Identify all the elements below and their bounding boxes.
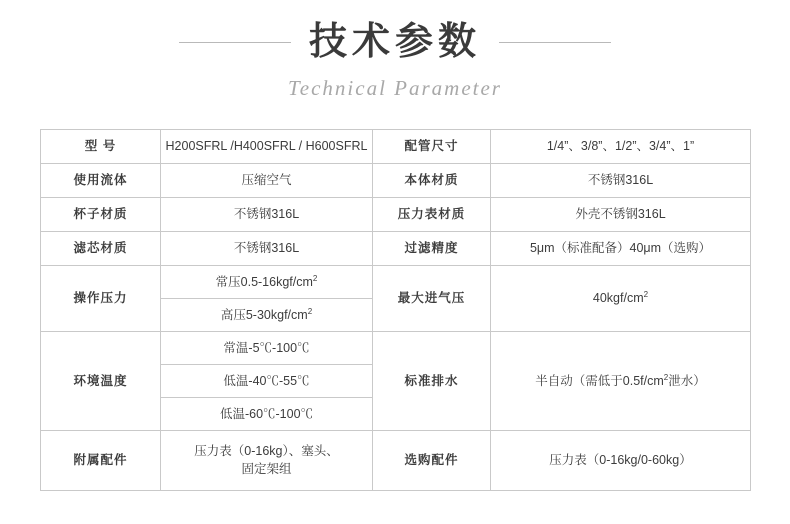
row-value-body-material: 不锈钢316L xyxy=(491,163,751,197)
row-value-temperature-low-60: 低温-60℃-100℃ xyxy=(161,397,373,430)
row-value-accessories xyxy=(161,430,373,490)
row-label-model: 型 号 xyxy=(41,129,161,163)
spec-table xyxy=(40,129,751,491)
standard-drain-text-post: 泄水） xyxy=(668,373,706,388)
page-subtitle: Technical Parameter xyxy=(288,75,502,100)
operating-pressure-high-text: 高压5-30kgf/cm xyxy=(220,307,308,322)
row-value-model: H200SFRL /H400SFRL / H600SFRL xyxy=(161,129,373,163)
spec-table-wrap xyxy=(40,129,750,491)
table-row xyxy=(41,129,751,163)
row-value-temperature-normal: 常温-5℃-100℃ xyxy=(161,331,373,364)
table-row xyxy=(41,265,751,298)
row-label-standard-drain: 标准排水 xyxy=(373,331,491,430)
row-value-max-inlet-pressure xyxy=(491,265,751,331)
row-value-temperature-low-40: 低温-40℃-55℃ xyxy=(161,364,373,397)
row-value-fluid: 压缩空气 xyxy=(161,163,373,197)
accessories-line-1: 压力表（0-16kg）、塞头、 xyxy=(194,444,339,459)
row-label-pipe-size: 配管尺寸 xyxy=(373,129,491,163)
title-row xyxy=(0,22,790,64)
operating-pressure-normal-text: 常压0.5-16kgf/cm xyxy=(215,274,313,289)
row-label-filtration: 过滤精度 xyxy=(373,231,491,265)
row-label-cup-material: 杯子材质 xyxy=(41,197,161,231)
row-value-filtration: 5μm（标准配备）40μm（选购） xyxy=(491,231,751,265)
row-label-max-inlet-pressure: 最大进气压 xyxy=(373,265,491,331)
row-value-optional-accessories: 压力表（0-16kg/0-60kg） xyxy=(491,430,751,490)
row-label-optional-accessories: 选购配件 xyxy=(373,430,491,490)
row-value-cup-material: 不锈钢316L xyxy=(161,197,373,231)
row-label-operating-pressure: 操作压力 xyxy=(41,265,161,331)
standard-drain-text-pre: 半自动（需低于0.5f/cm xyxy=(535,373,664,388)
table-row xyxy=(41,331,751,364)
table-row xyxy=(41,231,751,265)
accessories-line-2: 固定架组 xyxy=(241,462,292,477)
table-row xyxy=(41,430,751,490)
row-value-pipe-size: 1/4”、3/8”、1/2”、3/4”、1” xyxy=(491,129,751,163)
row-label-gauge-material: 压力表材质 xyxy=(373,197,491,231)
row-value-standard-drain xyxy=(491,331,751,430)
row-label-accessories: 附属配件 xyxy=(41,430,161,490)
row-label-ambient-temperature: 环境温度 xyxy=(41,331,161,430)
table-row xyxy=(41,197,751,231)
table-row xyxy=(41,163,751,197)
title-rule-right xyxy=(499,42,611,43)
unit-superscript: 2 xyxy=(643,290,649,300)
max-inlet-pressure-text: 40kgf/cm xyxy=(592,291,644,306)
row-value-operating-pressure-high xyxy=(161,298,373,331)
page-header xyxy=(0,0,790,101)
unit-superscript: 2 xyxy=(663,372,669,382)
row-label-body-material: 本体材质 xyxy=(373,163,491,197)
title-rule-left xyxy=(179,42,291,43)
row-value-gauge-material: 外壳不锈钢316L xyxy=(491,197,751,231)
unit-superscript: 2 xyxy=(312,273,318,283)
page-title: 技术参数 xyxy=(308,21,481,63)
row-label-fluid: 使用流体 xyxy=(41,163,161,197)
row-label-element-material: 滤芯材质 xyxy=(41,231,161,265)
unit-superscript: 2 xyxy=(307,306,313,316)
row-value-element-material: 不锈钢316L xyxy=(161,231,373,265)
row-value-operating-pressure-normal xyxy=(161,265,373,298)
